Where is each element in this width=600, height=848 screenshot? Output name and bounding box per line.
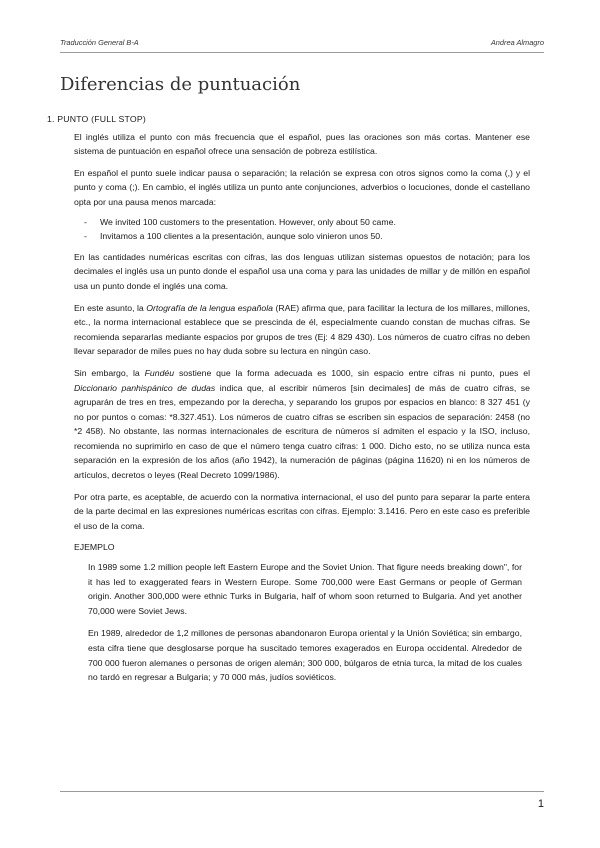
paragraph-2: En español el punto suele indicar pausa o separación; la relación se expresa con otros signos como la coma (,) y el punto y coma (;). En cambio, el inglés utiliza un punto ante conjunciones, adverbios o locuciones, donde el castellano opta por una pausa menos marcada: (74, 167, 530, 207)
document-body (47, 112, 531, 693)
section-heading: 1. PUNTO (FULL STOP) (47, 114, 146, 124)
list-item (84, 215, 530, 230)
fundeu-name: Fundéu (144, 367, 175, 378)
bullet-text: Invitamos a 100 clientes a la presentación, aunque solo vinieron unos 50. (100, 231, 383, 242)
paragraph-1: El inglés utiliza el punto con más frecuencia que el español, pues las oraciones son más cortas. Mantener ese sistema de puntuación en español ofrece una sensación de pobreza estilística. (74, 131, 530, 157)
example-english: In 1989 some 1.2 million people left Eastern Europe and the Soviet Union. That figure needs breaking down", for it has led to exaggerated fears in Western Europe. Some 700,000 were East Germans or people of German origin. Another 300,000 were ethnic Turks in Bulgaria, half of whom soon returned to Bulgaria. And yet another 70,000 were Soviet Jews. (88, 562, 522, 616)
bullet-dash: - (84, 216, 87, 227)
paragraph-3: En las cantidades numéricas escritas con cifras, las dos lenguas utilizan sistemas opuestos de notación; para los decimales el inglés usa un punto donde el español usa una coma y para las unidades de millar y de millón en español usa un punto donde el inglés una coma. (74, 251, 530, 291)
paragraph-4 (74, 301, 530, 359)
example-spanish: En 1989, alrededor de 1,2 millones de personas abandonaron Europa oriental y la Unión Soviética; sin embargo, esta cifra tiene que desglosarse porque ha suscitado temores exagerados en Europa occidental. Alrededor de 700 000 fueron alemanes o personas de origen alemán; 300 000, búlgaros de etnia turca, la mitad de los cuales no tardó en regresar a Bulgaria; y 70 000 más, judíos soviéticos. (88, 628, 522, 683)
bullet-dash: - (84, 231, 87, 242)
bullet-text: We invited 100 customers to the presentation. However, only about 50 came. (100, 216, 396, 227)
paragraph-5-text-a: Sin embargo, la (74, 367, 145, 378)
diccionario-title: Diccionario panhispánico de dudas (74, 382, 216, 393)
footer-divider (60, 791, 544, 792)
page-number: 1 (537, 798, 544, 810)
paragraph-5 (74, 366, 530, 483)
header-author: Andrea Almagro (490, 38, 544, 47)
list-item (84, 229, 530, 244)
paragraph-4-text-a: En este asunto, la (74, 302, 147, 313)
document-title: Diferencias de puntuación (60, 74, 301, 95)
header-divider (60, 52, 544, 53)
paragraph-5-text-e: indica que, al escribir números [sin decimales] de más de cuatro cifras, se agruparán de tres en tres, empezando por la derecha, y separando los grupos por espacios en blanco: 8 327 451 (y no por puntos o comas: *8.327.451). Los números de cuatro cifras se escriben sin espacios de separación: 2458 (no *2 458). No obstante, las normas internacionales de escritura de números sí admiten el espacio y la ISO, incluso, recomienda no suprimirlo en caso de que el número tenga cuatro cifras: 1 000. Dicho esto, no se utiliza nunca esta separación en la expresión de los años (año 1942), la numeración de páginas (página 11620) ni en los números de artículos, decretos o leyes (Real Decreto 1099/1986). (74, 382, 530, 481)
paragraph-6: Por otra parte, es aceptable, de acuerdo con la normativa internacional, el uso del punto para separar la parte entera de la parte decimal en las expresiones numéricas escritas con cifras. Ejemplo: 3.1416. Pero en este caso es preferible el uso de la coma. (74, 491, 530, 531)
header-course: Traducción General B-A (60, 38, 139, 47)
page-header (60, 38, 544, 47)
example-label: EJEMPLO (74, 542, 115, 553)
paragraph-5-text-c: sostiene que la forma adecuada es 1000, sin espacio entre cifras ni punto, pues el (174, 367, 530, 378)
example-bullet-list (84, 215, 530, 244)
ortografia-title: Ortografía de la lengua española (146, 302, 273, 313)
paragraph-4-text-c: (RAE) afirma que, para facilitar la lectura de los millares, millones, etc., la norma internacional establece que se prescinda de él, especialmente cuando constan de muchas cifras. Se recomienda separarlas mediante espacios por grupos de tres (Ej: 4 829 430). Los números de cuatro cifras no deben llevar separador de miles pues no hay duda sobre su lectura en ningún caso. (74, 302, 531, 357)
